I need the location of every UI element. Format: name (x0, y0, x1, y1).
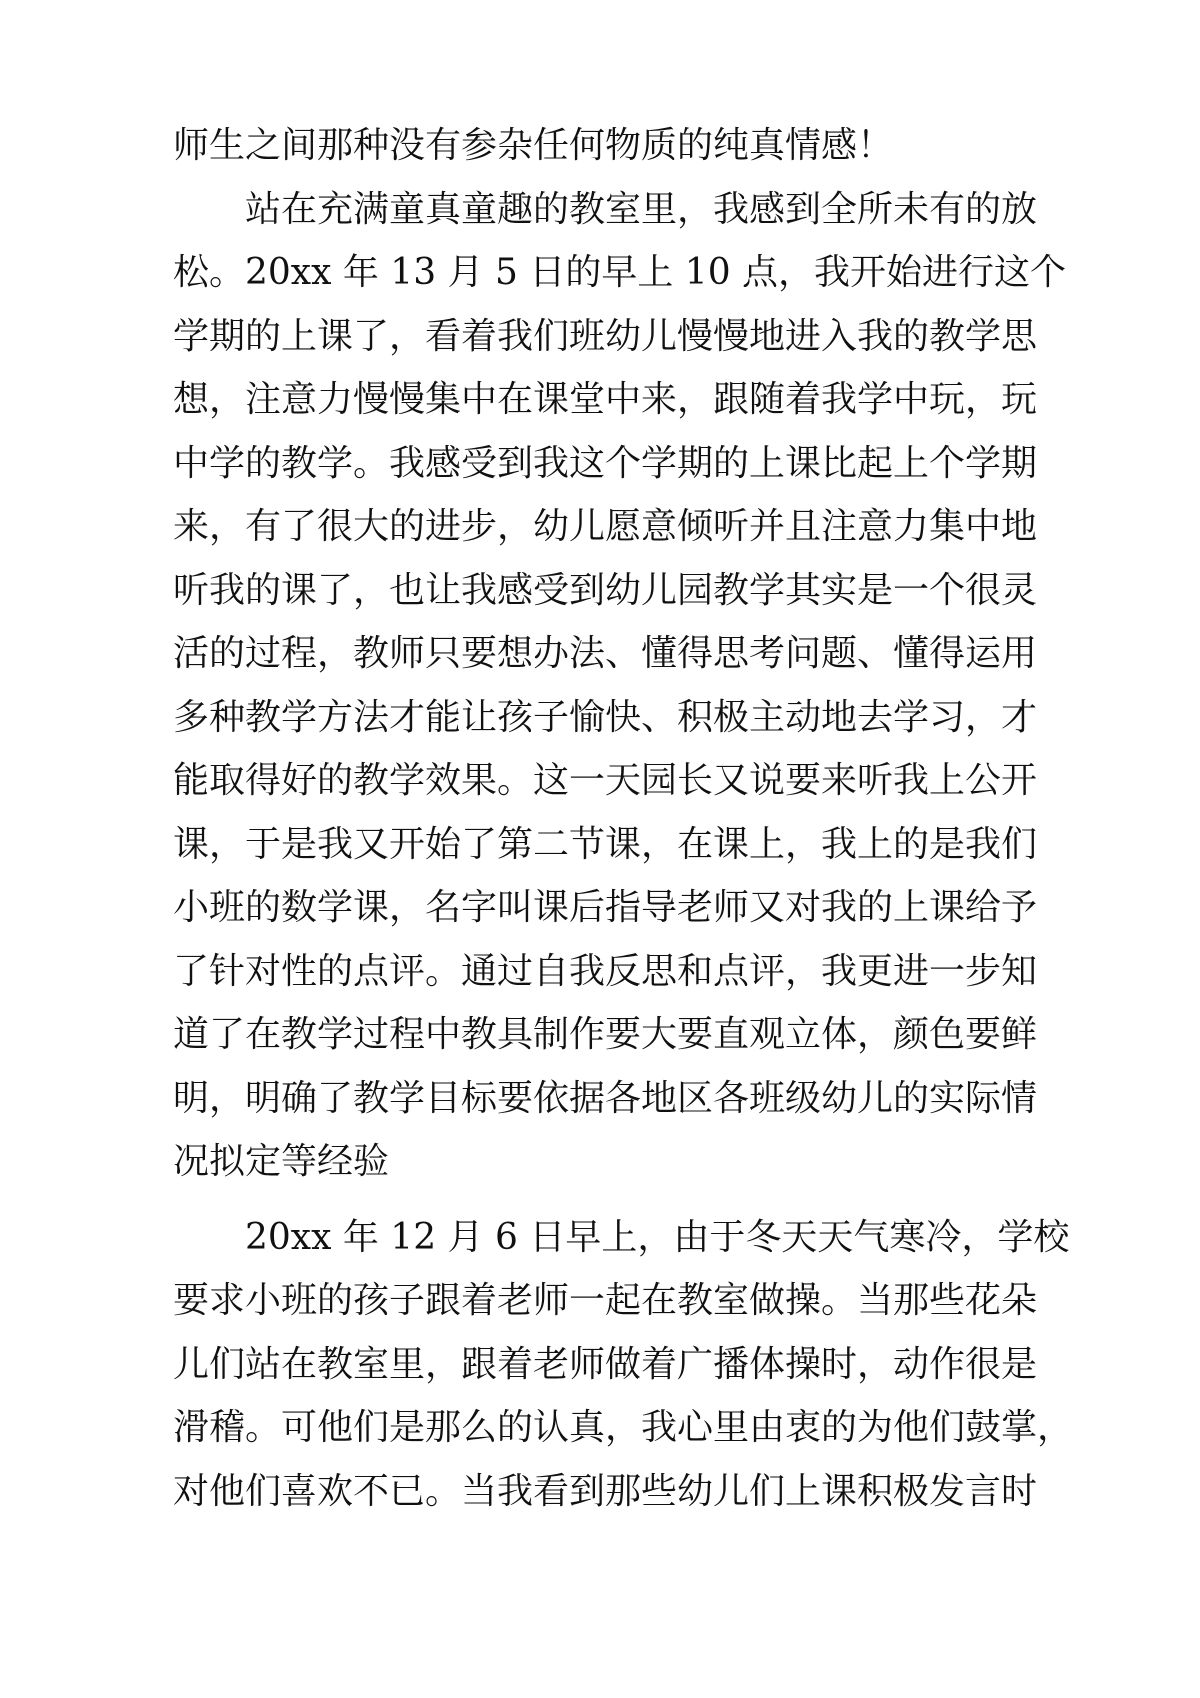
text-line: 听我的课了，也让我感受到幼儿园教学其实是一个很灵 (173, 569, 1038, 611)
paragraph-spacer (173, 1194, 1033, 1206)
text-line: 课，于是我又开始了第二节课，在课上，我上的是我们 (173, 823, 1038, 865)
text-line: 对他们喜欢不已。当我看到那些幼儿们上课积极发言时 (173, 1470, 1038, 1512)
paragraph-3 (173, 1206, 1074, 1524)
text-line: 小班的数学课，名字叫课后指导老师又对我的上课给予 (173, 887, 1038, 928)
text-line: 中学的教学。我感受到我这个学期的上课比起上个学期 (173, 442, 1038, 484)
text-line: 了针对性的点评。通过自我反思和点评，我更进一步知 (173, 950, 1038, 992)
paragraph-2 (173, 178, 1067, 1194)
text-line: 道了在教学过程中教具制作要大要直观立体，颜色要鲜 (173, 1014, 1038, 1055)
paragraph-1 (173, 114, 1033, 178)
text-line: 滑稽。可他们是那么的认真，我心里由衷的为他们鼓掌， (173, 1407, 1074, 1448)
text-line: 站在充满童真童趣的教室里，我感到全所未有的放 (245, 188, 1038, 230)
text-line: 松。20xx 年 13 月 5 日的早上 10 点，我开始进行这个 (173, 252, 1067, 293)
text-line: 活的过程，教师只要想办法、懂得思考问题、懂得运用 (173, 633, 1038, 674)
text-line: 儿们站在教室里，跟着老师做着广播体操时，动作很是 (173, 1343, 1038, 1385)
document-body (173, 114, 1074, 1523)
text-line: 况拟定等经验 (173, 1141, 390, 1182)
text-line: 能取得好的教学效果。这一天园长又说要来听我上公开 (173, 760, 1038, 801)
text-line: 师生之间那种没有参杂任何物质的纯真情感！ (173, 125, 894, 166)
text-line: 多种教学方法才能让孩子愉快、积极主动地去学习，才 (173, 696, 1038, 738)
text-line: 来，有了很大的进步，幼儿愿意倾听并且注意力集中地 (173, 506, 1038, 547)
text-line: 明，明确了教学目标要依据各地区各班级幼儿的实际情 (173, 1077, 1038, 1119)
text-line: 要求小班的孩子跟着老师一起在教室做操。当那些花朵 (173, 1280, 1038, 1321)
text-line: 20xx 年 12 月 6 日早上，由于冬天天气寒冷，学校 (245, 1216, 1070, 1258)
text-line: 想，注意力慢慢集中在课堂中来，跟随着我学中玩，玩 (173, 379, 1038, 420)
text-line: 学期的上课了，看着我们班幼儿慢慢地进入我的教学思 (173, 315, 1038, 357)
